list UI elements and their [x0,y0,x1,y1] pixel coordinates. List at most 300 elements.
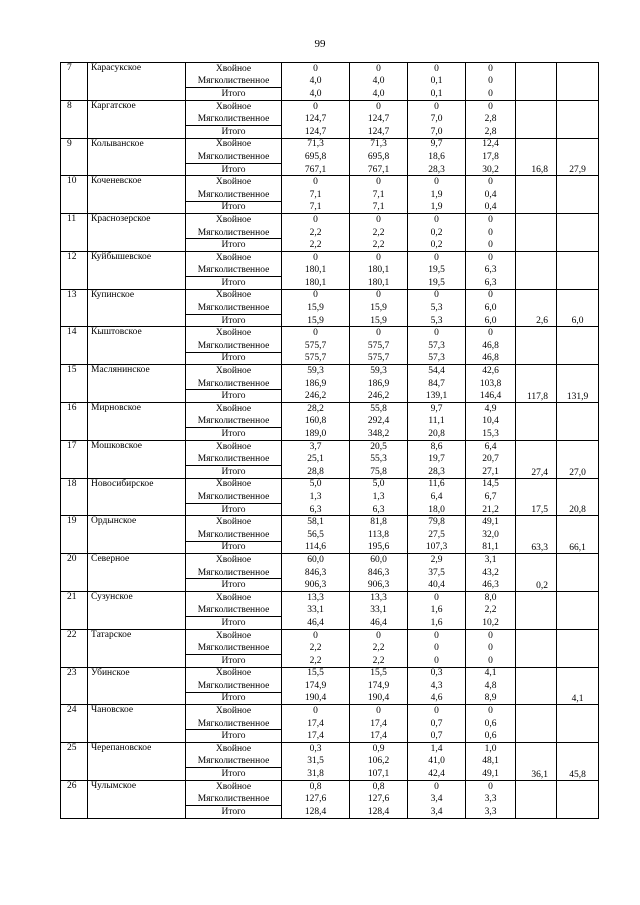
value-cell: 0 [408,705,466,718]
value-cell: 11,1 [408,415,466,428]
value-cell: 0 [408,176,466,189]
forest-type-label: Хвойное [186,214,282,227]
extra-value-cell [557,554,599,592]
value-cell: 0 [466,226,516,239]
value-cell: 3,4 [408,806,466,819]
value-cell: 79,8 [408,516,466,529]
value-cell: 0 [408,289,466,302]
forest-type-label: Хвойное [186,705,282,718]
extra-value-cell: 27,4 [516,440,557,478]
extra-value-cell: 117,8 [516,365,557,403]
forest-type-label: Хвойное [186,591,282,604]
value-cell: 0 [350,100,408,113]
extra-value-cell [557,629,599,667]
extra-value-cell [516,214,557,252]
value-cell: 0 [466,214,516,227]
value-cell: 106,2 [350,755,408,768]
value-cell: 160,8 [282,415,350,428]
value-cell: 0 [466,239,516,252]
value-cell: 46,3 [466,579,516,592]
value-cell: 0 [282,289,350,302]
value-cell: 60,0 [350,554,408,567]
value-cell: 46,4 [282,617,350,630]
extra-value-cell: 45,8 [557,743,599,781]
value-cell: 0 [282,100,350,113]
value-cell: 33,1 [350,604,408,617]
value-cell: 40,4 [408,579,466,592]
value-cell: 124,7 [350,125,408,138]
forest-type-label: Мягколиственное [186,415,282,428]
value-cell: 17,4 [282,717,350,730]
value-cell: 5,0 [350,478,408,491]
value-cell: 6,0 [466,314,516,327]
value-cell: 17,8 [466,151,516,164]
value-cell: 28,8 [282,466,350,479]
value-cell: 48,1 [466,755,516,768]
value-cell: 13,3 [350,591,408,604]
value-cell: 1,9 [408,201,466,214]
value-cell: 127,6 [282,793,350,806]
value-cell: 31,8 [282,768,350,781]
value-cell: 195,6 [350,541,408,554]
row-number: 9 [61,138,88,176]
extra-value-cell: 66,1 [557,516,599,554]
forest-type-label: Мягколиственное [186,302,282,315]
table-row [61,100,599,113]
forest-type-label: Мягколиственное [186,226,282,239]
value-cell: 0 [466,780,516,793]
forestry-name: Ордынское [88,516,186,554]
forest-type-label: Мягколиственное [186,491,282,504]
forest-type-label: Мягколиственное [186,264,282,277]
row-number: 16 [61,403,88,441]
extra-value-cell: 6,0 [557,289,599,327]
table-row [61,667,599,680]
value-cell: 46,4 [350,617,408,630]
extra-value-cell [516,63,557,101]
value-cell: 19,5 [408,264,466,277]
row-number: 22 [61,629,88,667]
forest-type-label: Мягколиственное [186,75,282,88]
value-cell: 1,6 [408,617,466,630]
value-cell: 4,0 [350,88,408,101]
value-cell: 0 [466,75,516,88]
row-number: 25 [61,743,88,781]
extra-value-cell [557,591,599,629]
value-cell: 0,8 [350,780,408,793]
value-cell: 0,8 [282,780,350,793]
value-cell: 0 [466,629,516,642]
value-cell: 0 [408,251,466,264]
extra-value-cell [557,251,599,289]
value-cell: 4,0 [282,88,350,101]
value-cell: 113,8 [350,528,408,541]
value-cell: 2,2 [282,226,350,239]
row-number: 24 [61,705,88,743]
table-row [61,327,599,340]
forest-type-label: Хвойное [186,743,282,756]
value-cell: 906,3 [350,579,408,592]
forest-type-label: Хвойное [186,251,282,264]
value-cell: 20,7 [466,453,516,466]
value-cell: 57,3 [408,340,466,353]
forest-type-label: Итого [186,579,282,592]
value-cell: 37,5 [408,566,466,579]
forestry-name: Новосибирское [88,478,186,516]
table-row [61,403,599,416]
forest-type-label: Мягколиственное [186,680,282,693]
value-cell: 0,7 [408,717,466,730]
value-cell: 3,4 [408,793,466,806]
value-cell: 767,1 [282,163,350,176]
forest-type-label: Мягколиственное [186,453,282,466]
value-cell: 3,7 [282,440,350,453]
value-cell: 81,1 [466,541,516,554]
value-cell: 55,8 [350,403,408,416]
value-cell: 0,4 [466,188,516,201]
value-cell: 41,0 [408,755,466,768]
value-cell: 189,0 [282,428,350,441]
value-cell: 19,7 [408,453,466,466]
value-cell: 21,2 [466,503,516,516]
row-number: 7 [61,63,88,101]
forest-type-label: Мягколиственное [186,377,282,390]
table-row [61,214,599,227]
forest-type-label: Мягколиственное [186,528,282,541]
forest-type-label: Итого [186,806,282,819]
value-cell: 0,2 [408,226,466,239]
value-cell: 0 [350,289,408,302]
table-row [61,516,599,529]
value-cell: 28,2 [282,403,350,416]
value-cell: 1,0 [466,743,516,756]
value-cell: 6,3 [350,503,408,516]
row-number: 17 [61,440,88,478]
value-cell: 190,4 [282,692,350,705]
value-cell: 4,3 [408,680,466,693]
value-cell: 0 [408,629,466,642]
extra-value-cell: 17,5 [516,478,557,516]
extra-value-cell [516,251,557,289]
value-cell: 20,5 [350,440,408,453]
value-cell: 59,3 [282,365,350,378]
value-cell: 246,2 [350,390,408,403]
value-cell: 10,4 [466,415,516,428]
forestry-name: Куйбышевское [88,251,186,289]
row-number: 8 [61,100,88,138]
forest-type-label: Хвойное [186,138,282,151]
value-cell: 7,1 [350,201,408,214]
value-cell: 27,1 [466,466,516,479]
value-cell: 0 [466,705,516,718]
value-cell: 15,5 [282,667,350,680]
value-cell: 0 [466,100,516,113]
table-row [61,554,599,567]
value-cell: 55,3 [350,453,408,466]
value-cell: 17,4 [350,717,408,730]
forest-type-label: Хвойное [186,327,282,340]
forest-type-label: Итого [186,390,282,403]
value-cell: 7,1 [350,188,408,201]
forest-type-label: Итого [186,314,282,327]
value-cell: 124,7 [282,125,350,138]
forest-type-label: Итого [186,692,282,705]
forest-type-label: Итого [186,163,282,176]
forest-type-label: Мягколиственное [186,340,282,353]
value-cell: 695,8 [350,151,408,164]
value-cell: 174,9 [282,680,350,693]
extra-value-cell: 0,2 [516,554,557,592]
value-cell: 0 [282,176,350,189]
value-cell: 846,3 [282,566,350,579]
value-cell: 17,4 [282,730,350,743]
value-cell: 9,7 [408,403,466,416]
table-row [61,478,599,491]
table-row [61,629,599,642]
value-cell: 0 [466,327,516,340]
value-cell: 6,3 [282,503,350,516]
forestry-name: Татарское [88,629,186,667]
value-cell: 2,2 [282,654,350,667]
extra-value-cell [557,327,599,365]
extra-value-cell [557,705,599,743]
value-cell: 0 [282,327,350,340]
value-cell: 146,4 [466,390,516,403]
value-cell: 695,8 [282,151,350,164]
value-cell: 190,4 [350,692,408,705]
value-cell: 71,3 [350,138,408,151]
forest-type-label: Мягколиственное [186,604,282,617]
forestry-name: Каргатское [88,100,186,138]
forest-type-label: Хвойное [186,176,282,189]
value-cell: 10,2 [466,617,516,630]
value-cell: 4,0 [282,75,350,88]
table-row [61,591,599,604]
value-cell: 1,4 [408,743,466,756]
value-cell: 0 [350,251,408,264]
value-cell: 139,1 [408,390,466,403]
value-cell: 0,4 [466,201,516,214]
forest-type-label: Итого [186,352,282,365]
value-cell: 128,4 [350,806,408,819]
row-number: 14 [61,327,88,365]
table-row [61,138,599,151]
extra-value-cell [557,63,599,101]
forest-type-label: Мягколиственное [186,566,282,579]
value-cell: 0 [466,251,516,264]
extra-value-cell: 20,8 [557,478,599,516]
value-cell: 107,1 [350,768,408,781]
value-cell: 5,3 [408,314,466,327]
value-cell: 107,3 [408,541,466,554]
forest-type-label: Хвойное [186,478,282,491]
value-cell: 12,4 [466,138,516,151]
value-cell: 7,0 [408,125,466,138]
forestry-name: Карасукское [88,63,186,101]
value-cell: 28,3 [408,466,466,479]
value-cell: 54,4 [408,365,466,378]
extra-value-cell: 27,0 [557,440,599,478]
forest-type-label: Итого [186,125,282,138]
value-cell: 8,0 [466,591,516,604]
value-cell: 0,7 [408,730,466,743]
value-cell: 0,2 [408,239,466,252]
forestry-name: Убинское [88,667,186,705]
value-cell: 0 [350,629,408,642]
forestry-name: Мошковское [88,440,186,478]
value-cell: 33,1 [282,604,350,617]
value-cell: 0 [282,251,350,264]
row-number: 23 [61,667,88,705]
value-cell: 46,8 [466,340,516,353]
value-cell: 2,2 [282,239,350,252]
forest-type-label: Мягколиственное [186,642,282,655]
forest-type-label: Хвойное [186,629,282,642]
forestry-name: Сузунское [88,591,186,629]
row-number: 10 [61,176,88,214]
value-cell: 6,4 [408,491,466,504]
value-cell: 60,0 [282,554,350,567]
extra-value-cell: 4,1 [557,667,599,705]
value-cell: 0 [466,63,516,76]
value-cell: 1,6 [408,604,466,617]
forest-type-label: Мягколиственное [186,717,282,730]
extra-value-cell: 63,3 [516,516,557,554]
value-cell: 28,3 [408,163,466,176]
forest-type-label: Мягколиственное [186,793,282,806]
forest-type-label: Хвойное [186,100,282,113]
value-cell: 3,1 [466,554,516,567]
value-cell: 17,4 [350,730,408,743]
value-cell: 575,7 [350,352,408,365]
value-cell: 0 [282,63,350,76]
extra-value-cell [516,327,557,365]
value-cell: 180,1 [282,264,350,277]
row-number: 20 [61,554,88,592]
forest-type-label: Мягколиственное [186,755,282,768]
value-cell: 0,3 [282,743,350,756]
value-cell: 3,3 [466,806,516,819]
value-cell: 114,6 [282,541,350,554]
forest-type-label: Хвойное [186,63,282,76]
value-cell: 0,6 [466,730,516,743]
value-cell: 2,2 [350,239,408,252]
value-cell: 58,1 [282,516,350,529]
value-cell: 27,5 [408,528,466,541]
value-cell: 9,7 [408,138,466,151]
extra-value-cell [557,403,599,441]
value-cell: 4,6 [408,692,466,705]
value-cell: 180,1 [350,264,408,277]
value-cell: 6,0 [466,302,516,315]
value-cell: 84,7 [408,377,466,390]
value-cell: 186,9 [282,377,350,390]
extra-value-cell [516,403,557,441]
extra-value-cell: 27,9 [557,138,599,176]
forest-type-label: Хвойное [186,780,282,793]
value-cell: 575,7 [282,340,350,353]
forest-type-label: Хвойное [186,365,282,378]
forestry-name: Мирновское [88,403,186,441]
value-cell: 49,1 [466,516,516,529]
value-cell: 15,9 [282,302,350,315]
value-cell: 2,2 [282,642,350,655]
value-cell: 348,2 [350,428,408,441]
forest-type-label: Итого [186,239,282,252]
forestry-name: Маслянинское [88,365,186,403]
value-cell: 13,3 [282,591,350,604]
value-cell: 186,9 [350,377,408,390]
value-cell: 5,0 [282,478,350,491]
forest-type-label: Итого [186,88,282,101]
value-cell: 42,6 [466,365,516,378]
forest-type-label: Итого [186,277,282,290]
value-cell: 15,5 [350,667,408,680]
forest-type-label: Итого [186,466,282,479]
table-row [61,365,599,378]
value-cell: 15,3 [466,428,516,441]
value-cell: 32,0 [466,528,516,541]
forestry-name: Кыштовское [88,327,186,365]
forest-type-label: Итого [186,768,282,781]
extra-value-cell [557,214,599,252]
forest-type-label: Хвойное [186,516,282,529]
value-cell: 0 [466,176,516,189]
value-cell: 57,3 [408,352,466,365]
value-cell: 0,3 [408,667,466,680]
value-cell: 0 [466,289,516,302]
value-cell: 49,1 [466,768,516,781]
value-cell: 4,0 [350,75,408,88]
value-cell: 2,2 [350,654,408,667]
extra-value-cell [516,176,557,214]
table-row [61,780,599,793]
extra-value-cell [557,176,599,214]
value-cell: 7,1 [282,188,350,201]
value-cell: 0 [408,100,466,113]
table-row [61,63,599,76]
forest-type-label: Мягколиственное [186,188,282,201]
value-cell: 0 [466,642,516,655]
forest-type-label: Мягколиственное [186,151,282,164]
value-cell: 103,8 [466,377,516,390]
value-cell: 4,9 [466,403,516,416]
forest-type-label: Итого [186,730,282,743]
row-number: 15 [61,365,88,403]
forest-data-table [60,62,599,819]
value-cell: 2,2 [466,604,516,617]
forestry-name: Северное [88,554,186,592]
extra-value-cell [516,780,557,818]
value-cell: 15,9 [350,314,408,327]
value-cell: 292,4 [350,415,408,428]
value-cell: 0 [408,780,466,793]
row-number: 18 [61,478,88,516]
value-cell: 25,1 [282,453,350,466]
value-cell: 0 [350,63,408,76]
extra-value-cell [516,100,557,138]
value-cell: 0 [408,654,466,667]
value-cell: 8,6 [408,440,466,453]
forestry-name: Купинское [88,289,186,327]
value-cell: 0,9 [350,743,408,756]
value-cell: 0 [466,88,516,101]
forestry-name: Черепановское [88,743,186,781]
value-cell: 767,1 [350,163,408,176]
forest-type-label: Итого [186,654,282,667]
value-cell: 7,1 [282,201,350,214]
forestry-name: Краснозерское [88,214,186,252]
